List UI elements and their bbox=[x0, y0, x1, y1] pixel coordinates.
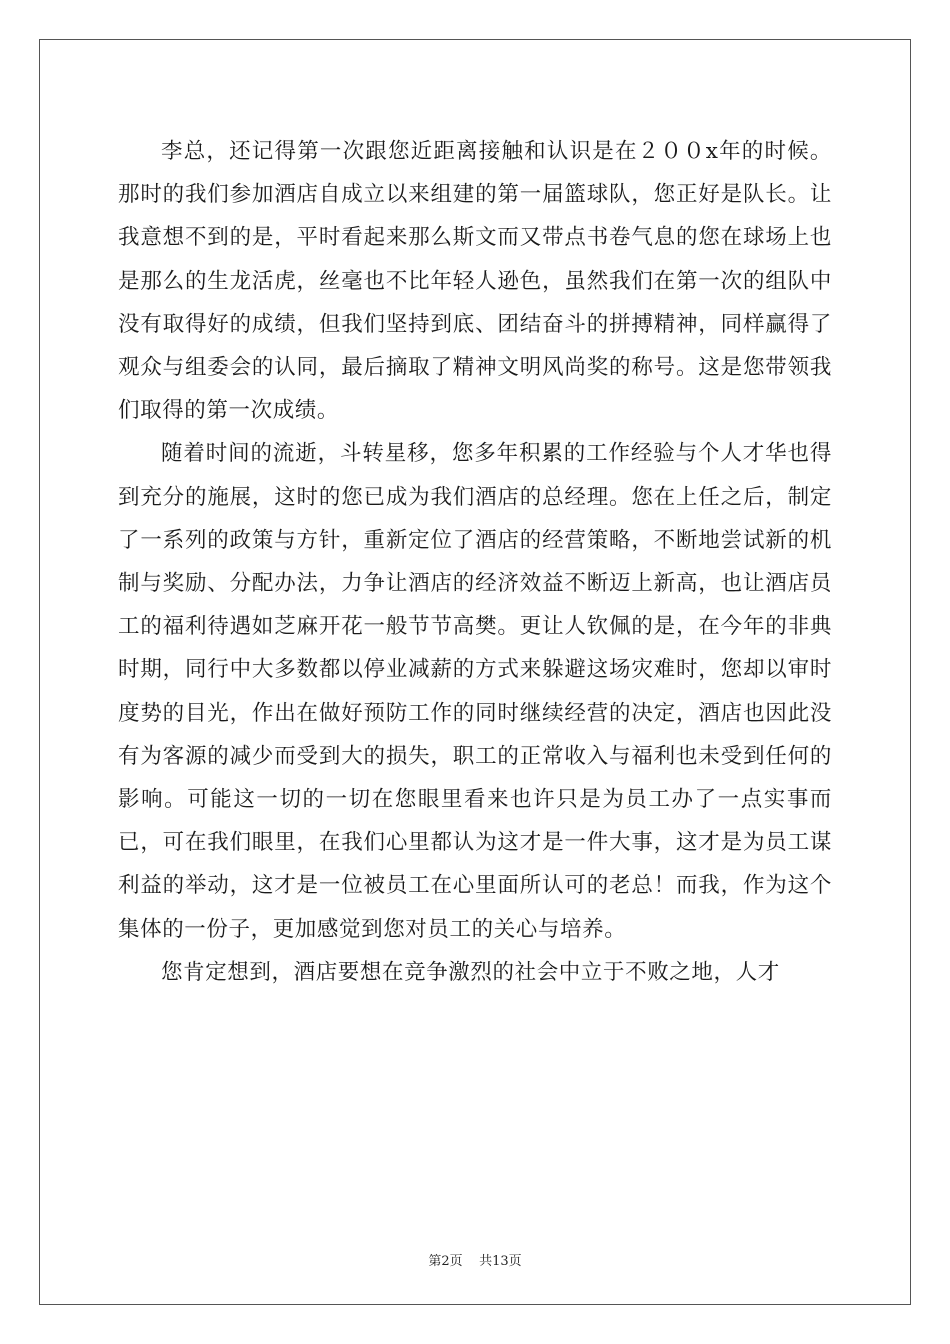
page-footer bbox=[0, 1250, 950, 1269]
document-body bbox=[118, 130, 832, 994]
paragraph-2: 随着时间的流逝，斗转星移，您多年积累的工作经验与个人才华也得到充分的施展，这时的您已成为我们酒店的总经理。您在上任之后，制定了一系列的政策与方针，重新定位了酒店的经营策略，不断地尝试新的机制与奖励、分配办法，力争让酒店的经济效益不断迈上新高，也让酒店员工的福利待遇如芝麻开花一般节节高樊。更让人钦佩的是，在今年的非典时期，同行中大多数都以停业减薪的方式来躲避这场灾难时，您却以审时度势的目光，作出在做好预防工作的同时继续经营的决定，酒店也因此没有为客源的减少而受到大的损失，职工的正常收入与福利也未受到任何的影响。可能这一切的一切在您眼里看来也许只是为员工办了一点实事而已，可在我们眼里，在我们心里都认为这才是一件大事，这才是为员工谋利益的举动，这才是一位被员工在心里面所认可的老总！而我，作为这个集体的一份子，更加感觉到您对员工的关心与培养。 bbox=[118, 441, 832, 942]
page-number: 第2页 bbox=[428, 1254, 463, 1269]
paragraph-3: 您肯定想到，酒店要想在竞争激烈的社会中立于不败之地，人才 bbox=[161, 959, 780, 985]
paragraph-1: 李总，还记得第一次跟您近距离接触和认识是在２００x年的时候。那时的我们参加酒店自成立以来组建的第一届篮球队，您正好是队长。让我意想不到的是，平时看起来那么斯文而又带点书卷气息的您在球场上也是那么的生龙活虎，丝毫也不比年轻人逊色，虽然我们在第一次的组队中没有取得好的成绩，但我们坚持到底、团结奋斗的拼搏精神，同样赢得了观众与组委会的认同，最后摘取了精神文明风尚奖的称号。这是您带领我们取得的第一次成绩。 bbox=[118, 139, 832, 424]
page-total: 共13页 bbox=[479, 1254, 522, 1269]
